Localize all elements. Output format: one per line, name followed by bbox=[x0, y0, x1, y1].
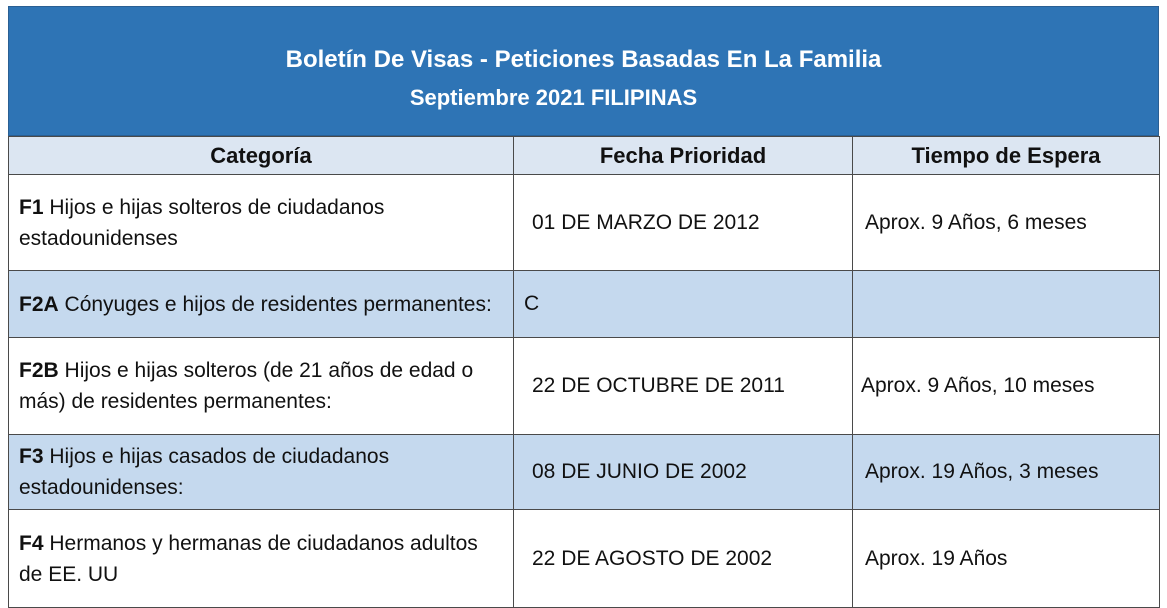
category-description: Hijos e hijas solteros (de 21 años de edad o más) de residentes permanentes: bbox=[19, 359, 474, 413]
table-row bbox=[9, 271, 1160, 338]
visa-bulletin bbox=[8, 6, 1159, 608]
table-row bbox=[9, 435, 1160, 510]
priority-date-cell: 22 DE OCTUBRE DE 2011 bbox=[514, 338, 853, 435]
bulletin-banner bbox=[8, 6, 1159, 136]
bulletin-subtitle: Septiembre 2021 FILIPINAS bbox=[409, 85, 698, 110]
category-description: Hijos e hijas casados de ciudadanos estadounidenses: bbox=[19, 445, 390, 499]
priority-date-cell: 22 DE AGOSTO DE 2002 bbox=[514, 510, 853, 608]
wait-time-cell: Aprox. 9 Años, 6 meses bbox=[853, 175, 1160, 271]
wait-time-cell: Aprox. 9 Años, 10 meses bbox=[853, 338, 1160, 435]
category-cell bbox=[9, 435, 514, 510]
category-code: F1 bbox=[19, 195, 44, 219]
category-cell bbox=[9, 510, 514, 608]
bulletin-title: Boletín De Visas - Peticiones Basadas En La Familia bbox=[285, 46, 882, 73]
wait-time-cell: Aprox. 19 Años bbox=[853, 510, 1160, 608]
table-header-row bbox=[9, 137, 1160, 175]
category-description: Cónyuges e hijos de residentes permanentes: bbox=[64, 292, 492, 316]
category-description: Hermanos y hermanas de ciudadanos adultos de EE. UU bbox=[19, 531, 478, 586]
table-row bbox=[9, 510, 1160, 608]
header-priority-date: Fecha Prioridad bbox=[514, 137, 853, 175]
priority-date-cell: C bbox=[514, 271, 853, 338]
category-code: F3 bbox=[19, 445, 44, 468]
category-code: F2A bbox=[19, 292, 59, 316]
header-category: Categoría bbox=[9, 137, 514, 175]
category-cell bbox=[9, 338, 514, 435]
table-row bbox=[9, 175, 1160, 271]
category-code: F4 bbox=[19, 531, 44, 555]
wait-time-cell: Aprox. 19 Años, 3 meses bbox=[853, 435, 1160, 510]
category-description: Hijos e hijas solteros de ciudadanos estadounidenses bbox=[19, 195, 385, 250]
priority-date-cell: 01 DE MARZO DE 2012 bbox=[514, 175, 853, 271]
table-row bbox=[9, 338, 1160, 435]
category-cell bbox=[9, 271, 514, 338]
category-code: F2B bbox=[19, 359, 59, 382]
priority-date-cell: 08 DE JUNIO DE 2002 bbox=[514, 435, 853, 510]
header-wait-time: Tiempo de Espera bbox=[853, 137, 1160, 175]
wait-time-cell bbox=[853, 271, 1160, 338]
category-cell bbox=[9, 175, 514, 271]
bulletin-table bbox=[8, 136, 1160, 608]
